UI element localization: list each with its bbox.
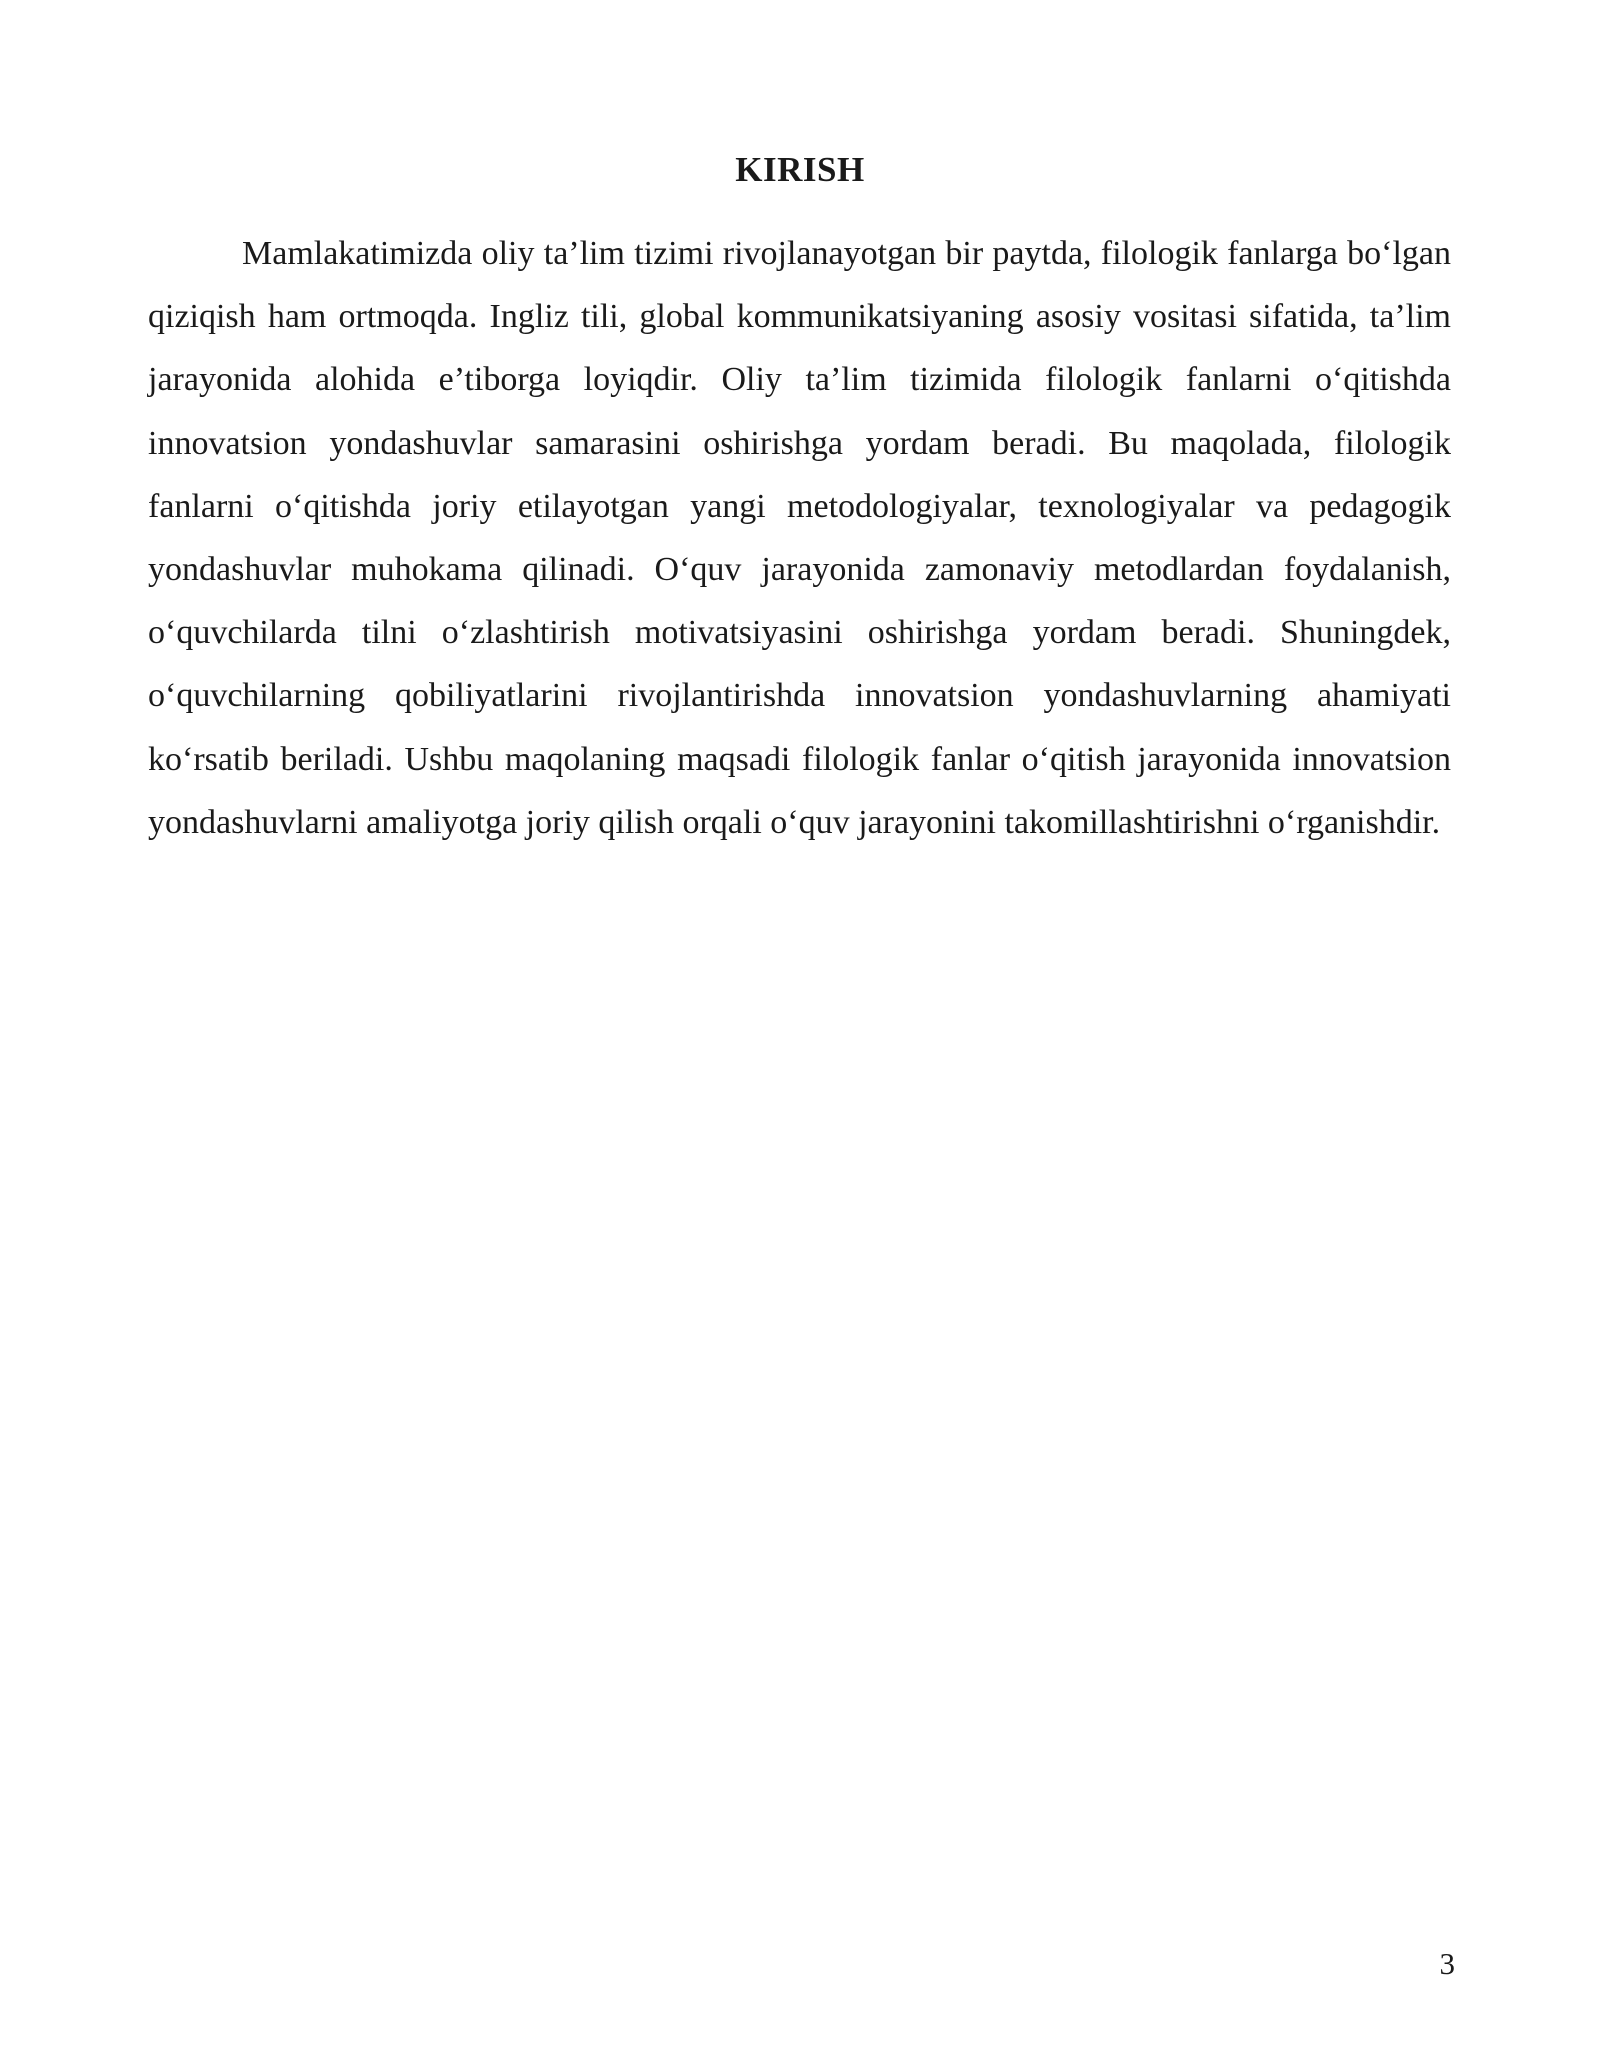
section-title: KIRISH	[735, 150, 865, 189]
body-paragraph: Mamlakatimizda oliy ta’lim tizimi rivojlanayotgan bir paytda, filologik fanlarga bo‘lgan qiziqish ham ortmoqda. Ingliz tili, global kommunikatsiyaning asosiy vositasi sifatida, ta’lim jarayonida alohida e’tiborga loyiqdir. Oliy ta’lim tizimida filologik fanlarni o‘qitishda innovatsion yondashuvlar samarasini oshirishga yordam beradi. Bu maqolada, filologik fanlarni o‘qitishda joriy etilayotgan yangi metodologiyalar, texnologiyalar va pedagogik yondashuvlar muhokama qilinadi. O‘quv jarayonida zamonaviy metodlardan foydalanish, o‘quvchilarda tilni o‘zlashtirish motivatsiyasini oshirishga yordam beradi. Shuningdek, o‘quvchilarning qobiliyatlarini rivojlantirishda innovatsion yondashuvlarning ahamiyati ko‘rsatib beriladi. Ushbu maqolaning maqsadi filologik fanlar o‘qitish jarayonida innovatsion yondashuvlarni amaliyotga joriy qilish orqali o‘quv jarayonini takomillashtirishni o‘rganishdir.	[148, 235, 1451, 841]
page-number: 3	[1439, 1946, 1455, 1981]
